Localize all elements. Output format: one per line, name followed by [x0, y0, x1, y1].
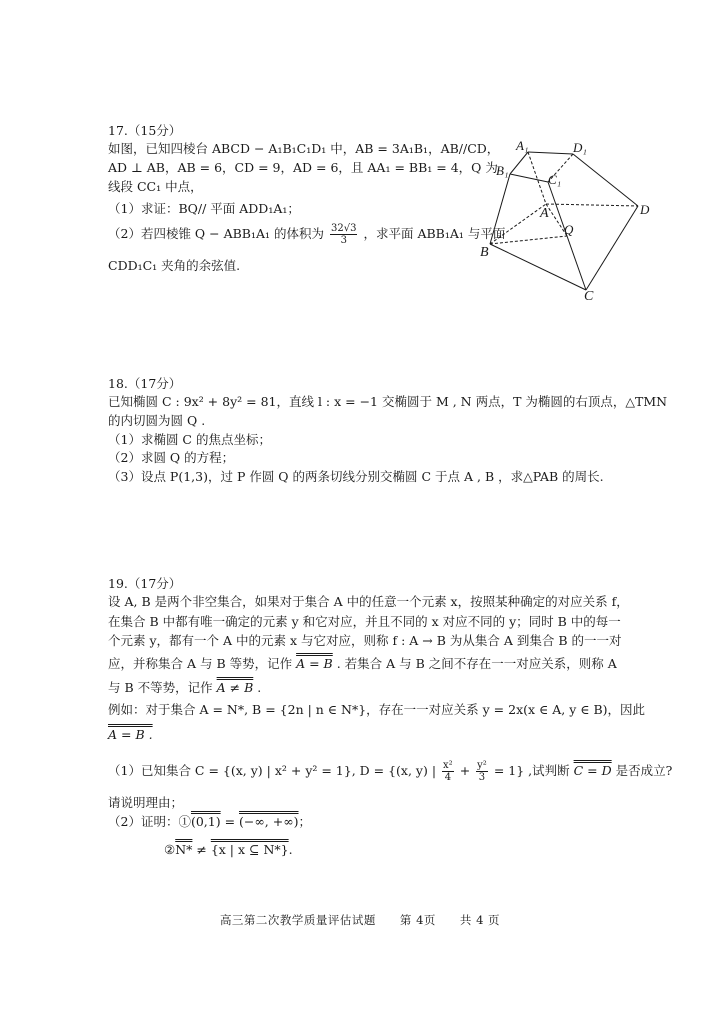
q17-part2-text: （2）若四棱锥 Q − ABB₁A₁ 的体积为 [108, 226, 325, 241]
fraction-numerator: x² [443, 760, 453, 771]
label-C1: C₁ [548, 172, 562, 187]
q17-line: 如图，已知四棱台 ABCD − A₁B₁C₁D₁ 中，AB = 3A₁B₁，AB//CD， [108, 141, 500, 156]
q19-text: ② [164, 842, 176, 857]
q17-part2-text: ，求平面 ABB₁A₁ 与平面 [363, 226, 506, 241]
not-equal-sign: ≠ [192, 842, 211, 857]
label-Q: Q [564, 222, 574, 237]
q17-line: 线段 CC₁ 中点， [108, 179, 203, 194]
interval-notation: (−∞, +∞) [239, 814, 299, 829]
q17-line: （1）求证：BQ// 平面 ADD₁A₁； [108, 201, 300, 216]
q19-part1 [108, 758, 672, 784]
plus-sign: + [459, 763, 471, 778]
q19-example-conclusion: A = B . [108, 727, 153, 742]
q19-line: 在集合 B 中都有唯一确定的元素 y 和它对应，并且不同的 x 对应不同的 y；同时 B 中的每一 [108, 614, 621, 629]
fraction-denominator: 4 [444, 772, 452, 783]
q18-heading: 18.（17分） [108, 376, 182, 391]
fraction-denominator: 3 [340, 235, 347, 246]
label-A: A [540, 206, 549, 221]
set-notation: {x | x ⊆ N*} [210, 842, 289, 857]
q19-text: . [257, 680, 262, 695]
fraction-x2-over-4 [442, 760, 454, 783]
interval-notation: (0,1) [190, 814, 221, 829]
q18-line: 已知椭圆 C : 9x² + 8y² = 81，直线 l : x = −1 交椭圆于 M , N 两点，T 为椭圆的右顶点，△TMN [108, 394, 668, 409]
q19-text: （1）已知集合 C = {(x, y) | x² + y² = 1}, D = {(x, y) | [108, 763, 437, 778]
q19-example: 例如：对于集合 A = N*, B = {2n | n ∈ N*}，存在一一对应关系 y = 2x(x ∈ A, y ∈ B)，因此 [108, 702, 646, 717]
q19-text: . [288, 842, 293, 857]
q18-line: （3）设点 P(1,3)，过 P 作圆 Q 的两条切线分别交椭圆 C 于点 A , B ，求△PAB 的周长. [108, 469, 604, 484]
q19-text: 与 B 不等势，记作 [108, 680, 213, 695]
label-B1: B₁ [496, 163, 509, 178]
q19-line: 个元素 y，都有一个 A 中的元素 x 与它对应，则称 f : A → B 为从集合 A 到集合 B 的一一对 [108, 633, 622, 648]
q19-line: 设 A, B 是两个非空集合，如果对于集合 A 中的任意一个元素 x，按照某种确定的对应关系 f， [108, 594, 629, 609]
label-A1: A₁ [516, 138, 529, 153]
q18-line: （1）求椭圆 C 的焦点坐标； [108, 432, 271, 447]
label-D: D [640, 202, 650, 217]
q19-line5 [108, 680, 261, 696]
q18-line: 的内切圆为圆 Q . [108, 413, 206, 428]
q17-heading: 17.（15分） [108, 123, 182, 138]
q18-line: （2）求圆 Q 的方程； [108, 450, 235, 465]
q17-part2 [108, 222, 505, 246]
fraction-denominator: 3 [478, 772, 486, 783]
q19-line4 [108, 656, 617, 672]
q17-line: CDD₁C₁ 夹角的余弦值. [108, 258, 241, 273]
q19-part2-line1 [108, 814, 311, 830]
volume-fraction [330, 223, 357, 246]
q19-text: 应，并称集合 A 与 B 等势，记作 [108, 656, 293, 671]
equipotent-notation: C = D [573, 763, 612, 778]
q19-text: . 若集合 A 与 B 之间不存在一一对应关系，则称 A [336, 656, 617, 671]
q19-part2-line2 [164, 842, 293, 858]
label-B: B [480, 245, 489, 260]
page-footer: 高三第二次教学质量评估试题 第 4页 共 4 页 [219, 913, 501, 927]
non-equipotent-notation: A ≠ B [216, 680, 254, 695]
q19-text: = 1} ,试判断 [493, 763, 570, 778]
fraction-numerator: 32√3 [331, 223, 357, 234]
q19-reason: 请说明理由； [108, 795, 184, 810]
label-D1: D₁ [573, 140, 587, 155]
set-notation: N* [175, 842, 193, 857]
fraction-numerator: y² [477, 760, 487, 771]
frustum-figure [478, 132, 658, 302]
fraction-y2-over-3 [476, 760, 488, 783]
q19-text: （2）证明：① [108, 814, 191, 829]
q19-text: ； [298, 814, 312, 829]
q19-text: 是否成立? [615, 763, 673, 778]
q17-line: AD ⊥ AB，AB = 6，CD = 9，AD = 6，且 AA₁ = BB₁ = 4，Q 为 [108, 160, 498, 175]
equals-sign: = [220, 814, 240, 829]
q19-heading: 19.（17分） [108, 576, 182, 591]
label-C: C [584, 289, 594, 302]
equipotent-notation: A = B [296, 656, 333, 671]
